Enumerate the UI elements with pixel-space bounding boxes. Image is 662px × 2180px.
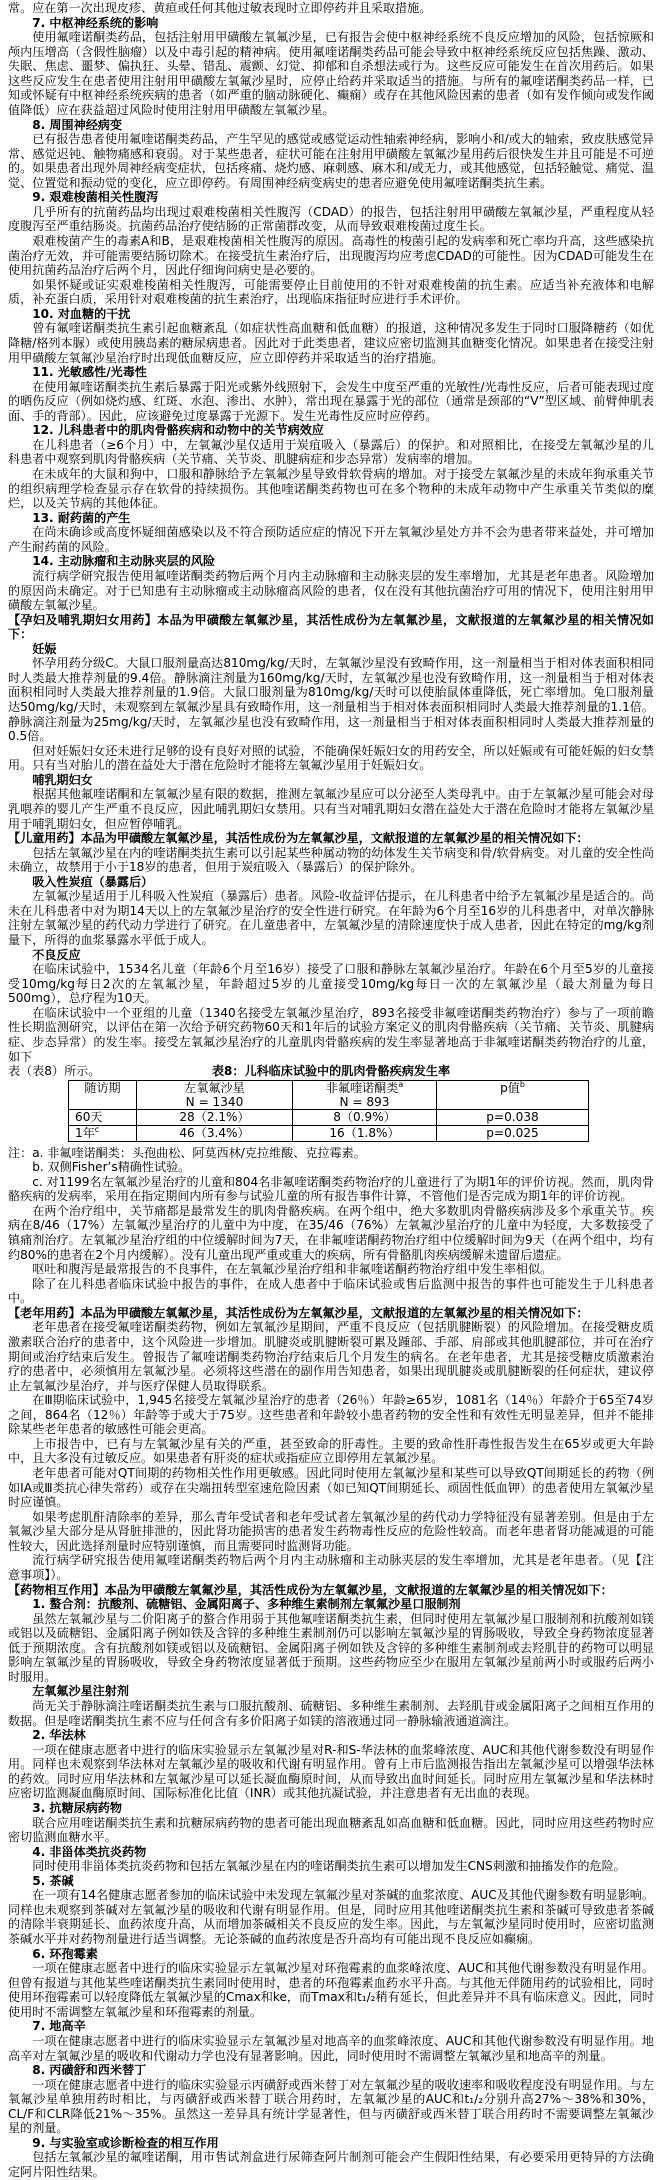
table-note: c. 对1199名左氧氟沙星治疗的儿童和804名非氟喹诺酮类药物治疗的儿童进行了为期1年的评价访视。然而，肌肉骨骼疾病的发病率，采用在指定期间内所有参与试验儿童的所有报告事件计算，不管他们是否完成为期1年的评价访视。	[8, 1174, 654, 1204]
paragraph: 包括左氧氟沙星的氟喹诺酮，用市售试剂盒进行尿筛查阿片制剂可能会产生假阳性结果，有必要采用更特异的方法确定阿片阳性结果。	[8, 2150, 654, 2179]
sub-heading: 妊娠	[32, 641, 57, 656]
paragraph: 一项在健康志愿者中进行的临床实验显示左氧氟沙星对地高辛的血浆峰浓度、AUC和其他代谢参数没有明显作用。地高辛对左氧氟沙星的吸收和代谢动力学也没有显著影响。因此，同时使用时不需调整左氧氟沙星和地高辛的剂量。	[8, 2033, 654, 2063]
section-heading: 12. 儿科患者中的肌肉骨骼疾病和动物中的关节病效应	[32, 423, 324, 438]
table-header-cell: p值$^b$	[437, 1080, 589, 1109]
table-cell: 8（0.9%）	[293, 1109, 437, 1125]
paragraph: 如果考虑肌酐清除率的差异，那么青年受试者和老年受试者左氧氟沙星的药代动力学特征没有显著差别。但是由于左氧氟沙星大部分是从肾脏排泄的，因此肾功能损害的患者发生药物毒性反应的危险性较高。而老年患者肾功能减退的可能性较大，因此选择剂量时应特别谨慎，而且需要同时监测肾功能。	[8, 1509, 654, 1553]
table-header-cell: 非氟喹诺酮类$^a$ N = 893	[293, 1080, 437, 1109]
section-heading: 9. 艰难梭菌相关性腹泻	[32, 190, 159, 205]
table-cell: 1年$^c$	[69, 1125, 137, 1141]
section-heading: 11. 光敏感性/光毒性	[32, 365, 147, 380]
paragraph: 在临床试验中一个亚组的儿童（1340名接受左氧氟沙星治疗，893名接受非氟喹诺酮类药物治疗）参与了一项前瞻性长期监测研究，以评估在第一次给予研究药物60天和1年后的试验方案定义的肌肉骨骼疾病（关节痛、关节炎、肌腱病症、步态异常）的发生率。接受左氧氟沙星治疗的儿童肌肉骨骼疾病的发生率显著地高于非氟喹诺酮类药物治疗的儿童，如下	[8, 1005, 654, 1064]
paragraph: 虽然左氧氟沙星与二价阳离子的螯合作用弱于其他氟喹诺酮类抗生素，但同时使用左氧氟沙星口服制剂和抗酸剂如镁或铝以及硫糖铝、金属阳离子例如铁及含锌的多种维生素制剂仍可以影响左氧氟沙星的胃肠吸收，导致全身药物浓度显著低于预期浓度。含有抗酸剂如镁或铝以及硫糖铝、金属阳离子例如铁及含锌的多种维生素制剂或去羟肌苷的药物可以明显影响左氧氟沙星的胃肠吸收，导致全身药物浓度显著低于预期。这些药物应至少在服用左氧氟沙星前两小时或服药后两小时服用。	[8, 1611, 654, 1684]
paragraph: 在儿科患者（≥6个月）中，左氧氟沙星仅适用于炭疽吸入（暴露后）的保护。和对照相比，在接受左氧氟沙星的儿科患者中观察到肌肉骨骼疾病（关节痛、关节炎、肌腱病症和步态异常）发病率的增加。	[8, 437, 654, 467]
paragraph-continued: 常。应在第一次出现皮疹、黄疸或任何其他过敏表现时立即停药并且采取措施。	[8, 1, 432, 15]
paragraph: 同时使用非甾体类抗炎药物和包括左氧氟沙星在内的喹诺酮类抗生素可以增加发生CNS刺激和抽搐发作的危险。	[32, 1859, 626, 1874]
section-heading: 3. 抗糖尿病药物	[32, 1800, 122, 1815]
table-header-cell: 随访期	[69, 1080, 137, 1109]
paragraph-tail: 表（表8）所示。	[8, 1064, 101, 1079]
bracket-heading: 【儿童用药】本品为甲磺酸左氧氟沙星，其活性成份为左氧氟沙星，文献报道的左氧氟沙星的相关情况如下：	[8, 831, 589, 846]
section-heading: 8. 丙磺舒和西米替丁	[32, 2063, 147, 2078]
paragraph: 上市报告中，已有与左氧氟沙星有关的严重，甚至致命的肝毒性。主要的致命性肝毒性报告发生在65岁或更大年龄中，且大多没有过敏反应。如果患者有肝炎的症状或指症应立即停用左氧氟沙星。	[8, 1436, 654, 1466]
paragraph: 一项在健康志愿者中进行的临床实验显示丙磺舒或西米替丁对左氧氟沙星的吸收速率和吸收程度没有明显作用。与左氧氟沙星单独用药时相比，与丙磺舒或西米替丁联合用药时，左氧氟沙星的AUC和t₁/₂分别升高27%～38%和30%，CL/F和CLR降低21%～35%。虽然这一差异具有统计学显著性，但与丙磺舒或西米替丁联合用药时不需要调整左氧氟沙星的剂量。	[8, 2077, 654, 2136]
paragraph: 根据其他氟喹诺酮和左氧氟沙星有限的数据，推测左氧氟沙星应可以分泌至人类母乳中。由于左氧氟沙星可能会对母乳喂养的婴儿产生严重不良反应，因此哺乳期妇女禁用。只有当对哺乳期妇女潜在益处大于潜在危险时才能将左氧氟沙星用于哺乳期妇女，但应暂停哺乳。	[8, 787, 654, 831]
paragraph: 联合应用喹诺酮类抗生素和抗糖尿病药物的患者可能出现血糖紊乱如高血糖和低血糖。因此，同时应用这些药物时应密切监测血糖水平。	[8, 1815, 654, 1845]
table-cell: 16（1.8%）	[293, 1125, 437, 1141]
paragraph: 流行病学研究报告使用氟喹诺酮类药物后两个月内主动脉瘤和主动脉夹层的发生率增加，尤其是老年患者。（见【注意事项】）。	[8, 1553, 654, 1582]
paragraph: 但对妊娠妇女还未进行足够的设有良好对照的试验，不能确保妊娠妇女的用药安全，所以妊娠或有可能妊娠的妇女禁用。只有当对胎儿的潜在益处大于潜在危险时才能将左氧氟沙星用于妊娠妇女。	[8, 743, 654, 773]
table-cell: 28（2.1%）	[137, 1109, 293, 1125]
section-heading: 13. 耐药菌的产生	[32, 510, 131, 525]
section-heading: 7. 中枢神经系统的影响	[32, 15, 159, 30]
section-heading: 10. 对血糖的干扰	[32, 306, 131, 321]
paragraph-continued: 注：a. 非氟喹诺酮类：头孢曲松、阿莫西林/克拉维酸、克拉霉素。	[8, 1145, 366, 1160]
table-cell: 60天	[69, 1109, 137, 1125]
paragraph: 老年患者可能对QT间期的药物相关性作用更敏感。因此同时使用左氧氟沙星和某些可以导致QT间期延长的药物（例如IA或Ⅲ类抗心律失常药）或存在尖端扭转型室速危险因素（如已知QT间期延长、顽固性低血钾）的患者使用左氧氟沙星时应谨慎。	[8, 1466, 654, 1510]
table-header-row	[69, 1080, 589, 1109]
paragraph: 在尚未确诊或高度怀疑细菌感染以及不符合预防适应症的情况下开左氧氟沙星处方并不会为患者带来益处，并可增加产生耐药菌的风险。	[8, 525, 654, 554]
table-row	[69, 1125, 589, 1141]
paragraph: 老年患者在接受氟喹诺酮类药物，例如左氧氟沙星期间，严重不良反应（包括肌腱断裂）的风险增加。在接受糖皮质激素联合治疗的患者中，这个风险进一步增加。肌腱炎或肌腱断裂可累及踵部、手部、肩部或其他肌腱部位，并可在治疗期间或治疗结束后发生。曾报告了氟喹诺酮类药物治疗结束后几个月发生的病名。在老年患者，尤其是接受糖皮质激素治疗的患者中，必须慎用左氧氟沙星。必须将这些潜在的副作用告知患者，如果出现肌腱炎或肌腱断裂的任何症状，建议停止左氧氟沙星治疗，并与医疗保健人员取得联系。	[8, 1320, 654, 1393]
bracket-heading: 【药物相互作用】本品为甲磺酸左氧氟沙星，其活性成份为左氧氟沙星，文献报道的左氧氟沙星的相关情况如下：	[8, 1582, 613, 1597]
bracket-heading: 【孕妇及哺乳期妇女用药】本品为甲磺酸左氧氟沙星，其活性成份为左氧氟沙星，文献报道的左氧氟沙星的相关情况如下：	[8, 612, 654, 642]
bracket-heading: 【老年用药】本品为甲磺酸左氧氟沙星，其活性成份为左氧氟沙星，文献报道的左氧氟沙星的相关情况如下：	[8, 1305, 589, 1320]
section-heading: 7. 地高辛	[32, 2019, 86, 2034]
table-caption-line	[8, 1064, 654, 1079]
paragraph: 在一项有14名健康志愿者参加的临床试验中未发现左氧氟沙星对茶碱的血浆浓度、AUC及其他代谢参数有明显影响。同样也未观察到茶碱对左氧氟沙星的吸收和代谢有明显作用。但是，同时应用其他喹诺酮类抗生素和茶碱可导致患者茶碱的清除半衰期延长、血药浓度升高，从而增加茶碱相关不良反应的发生率。因此，与左氧氟沙星同时使用时，应密切监测茶碱水平并对药物剂量进行适当调整。无论茶碱的血药浓度是否升高均有可能出现不良反应如癫痫。	[8, 1888, 654, 1946]
table-title: 表8：儿科临床试验中的肌肉骨骼疾病发生率	[211, 1064, 451, 1079]
sub-heading: 不良反应	[32, 947, 81, 962]
paragraph: 呕吐和腹泻是最常报告的不良事件，在左氧氟沙星治疗组和非氟喹诺酮药物治疗组中发生率相似。	[32, 1262, 553, 1277]
paragraph: 怀孕用药分级C。大鼠口服剂量高达810mg/kg/天时，左氧氟沙星没有致畸作用，这一剂量相当于相对体表面积相同时人类最大推荐剂量的9.4倍。静脉滴注剂量为160mg/kg/天时，左氧氟沙星也没有致畸作用，这一剂量相当于相对体表面积相同时人类最大推荐剂量的1.9倍。大鼠口服剂量为810mg/kg/天时可以使胎鼠体重降低，死亡率增加。兔口服剂量达50mg/kg/天时，未观察到左氧氟沙星具有致畸作用，这一剂量相当于相对体表面积相同时人类最大推荐剂量的1.1倍。静脉滴注剂量为25mg/kg/天时，左氧氟沙星也没有致畸作用，这一剂量相当于相对体表面积相同时人类最大推荐剂量的0.5倍。	[8, 656, 654, 744]
paragraph: 使用氟喹诺酮类药品，包括注射用甲磺酸左氧氟沙星，已有报告会使中枢神经系统不良反应增加的风险，包括惊厥和颅内压增高（含假性脑瘤）以及中毒引起的精神病。使用氟喹诺酮类药品可能会导致中枢神经系统反应包括焦躁、激动、失眠、焦虑、噩梦、偏执狂、头晕、错乱、震颤、幻觉、抑郁和自杀想法或行为。这些反应可能发生在首次用药后。如果这些反应发生在患者使用注射用甲磺酸左氧氟沙星时，应停止给药并采取适当的措施。与所有的氟喹诺酮类药品一样，已知或怀疑有中枢神经系统疾病的患者（如严重的脑动脉硬化、癫痫）或存在其他风险因素的患者（如有发作倾向或发作阈值降低）应在获益超过风险时使用注射用甲磺酸左氧氟沙星。	[8, 30, 654, 117]
table-cell: 46（3.4%）	[137, 1125, 293, 1141]
section-heading: 4. 非甾体类抗炎药物	[32, 1844, 147, 1859]
table-note: b. 双侧Fisher’s精确性试验。	[32, 1160, 191, 1175]
paragraph: 几乎所有的抗菌药品均出现过艰难梭菌相关性腹泻（CDAD）的报告，包括注射用甲磺酸左氧氟沙星，严重程度从轻度腹泻至严重结肠炎。抗菌药品治疗使结肠的正常菌群改变，从而导致艰难梭菌过度生长。	[8, 204, 654, 234]
paragraph: 在使用氟喹诺酮类抗生素后暴露于阳光或紫外线照射下，会发生中度至严重的光敏性/光毒性反应，后者可能表现过度的晒伤反应（例如烧灼感、红斑、水泡、渗出、水肿），常出现在暴露于光的部位（通常是颈部的“V”型区域、前臂伸肌表面、手的背部）。因此，应该避免过度暴露于光源下。发生光毒性反应时应停药。	[8, 379, 654, 423]
section-heading: 14. 主动脉瘤和主动脉夹层的风险	[32, 554, 216, 569]
paragraph: 尚无关于静脉滴注喹诺酮类抗生素与口服抗酸剂、硫糖铝、多种维生素制剂、去羟肌苷或金属阳离子之间相互作用的数据。但是喹诺酮类抗生素不应与任何含有多价阳离子如镁的溶液通过同一静脉输液通道滴注。	[8, 1699, 654, 1728]
section-heading: 2. 华法林	[32, 1728, 86, 1743]
paragraph: 艰难梭菌产生的毒素A和B，是艰难梭菌相关性腹泻的原因。高毒性的梭菌引起的发病率和死亡率均升高，这些感染抗菌治疗无效，并可能需要结肠切除术。在接受抗生素治疗后，出现腹泻均应考虑CDAD的可能性。因为CDAD可能发生在使用抗菌药品治疗后两个月，因此仔细询问病史是必要的。	[8, 234, 654, 278]
sub-heading: 左氧氟沙星注射剂	[32, 1684, 129, 1699]
paragraph: 曾有氟喹诺酮类抗生素引起血糖紊乱（如症状性高血糖和低血糖）的报道，这种情况多发生于同时口服降糖药（如优降糖/格列本脲）或使用胰岛素的糖尿病患者。因此对于此类患者，建议应密切监测其血糖变化情况。如果患者在接受注射用甲磺酸左氧氟沙星治疗时出现低血糖反应，应立即停药并采取适当的治疗措施。	[8, 321, 654, 365]
paragraph: 在临床试验中，1534名儿童（年龄6个月至16岁）接受了口服和静脉左氧氟沙星治疗。年龄在6个月至5岁的儿童接受10mg/kg每日2次的左氧氟沙星，年龄超过5岁的儿童接受10mg/kg每日一次的左氧氟沙星（最大剂量为每日500mg），总疗程为10天。	[8, 962, 654, 1006]
section-heading: 5. 茶碱	[32, 1873, 74, 1888]
section-heading: 6. 环孢霉素	[32, 1946, 98, 1961]
paragraph: 一项在健康志愿者中进行的临床实验显示左氧氟沙星对环孢霉素的血浆峰浓度、AUC和其他代谢参数没有明显作用。但曾有报道与其他某些喹诺酮类抗生素同时使用时，患者的环孢霉素血药水平升高。与其他无伴随用药的试验相比，同时使用环孢霉素可以轻度降低左氧氟沙星的Cmax和ke，而Tmax和t₁/₂稍有延长，但此差异并不具有临床意义。因此，同时使用时不需调整左氧氟沙星和环孢霉素的剂量。	[8, 1961, 654, 2019]
paragraph: 一项在健康志愿者中进行的临床实验显示左氧氟沙星对R-和S-华法林的血浆峰浓度、AUC和其他代谢参数没有明显作用。同样也未观察到华法林对左氧氟沙星的吸收和代谢有明显作用。曾有上市后监测报告指出左氧氟沙星可以增强华法林的药效。同时应用华法林和左氧氟沙星可以延长凝血酶原时间，从而导致出血时间延长。同时应用左氧氟沙星和华法林时应密切监测凝血酶原时间、国际标准化比值（INR）或其他抗凝试验，并注意患者有无出血的表现。	[8, 1742, 654, 1801]
paragraph: 在两个治疗组中，关节痛都是最常发生的肌肉骨骼疾病。在两个组中，绝大多数肌肉骨骼疾病涉及多个承重关节。疾病在8/46（17%）左氧氟沙星治疗的儿童中为中度，在35/46（76%）左氧氟沙星治疗的儿童中为轻度，大多数接受了镇痛剂治疗。左氧氟沙星治疗组的中位缓解时间为7天，在非氟喹诺酮药物治疗组中位缓解时间为9天（在两个组中，均有约80%的患者在2个月内缓解）。没有儿童出现严重或重大的疾病，所有骨骼肌肉疾病缓解未遗留后遗症。	[8, 1203, 654, 1262]
section-heading: 1. 螯合剂：抗酸剂、硫糖铝、金属阳离子、多种维生素制剂左氧氟沙星口服制剂	[32, 1597, 461, 1612]
table-cell: p=0.025	[437, 1125, 589, 1141]
paragraph: 在Ⅲ期临床试验中，1,945名接受左氧氟沙星治疗的患者（26％）年龄≥65岁，1081名（14％）年龄介于65至74岁之间，864名（12％）年龄等于或大于75岁。这些患者和年龄较小患者药物的安全性和有效性无明显差异，但并不能排除某些老年患者的敏感性可能会更高。	[8, 1393, 654, 1437]
musculoskeletal-incidence-table	[68, 1080, 589, 1142]
table-header-cell: 左氧氟沙星 N = 1340	[137, 1080, 293, 1109]
paragraph: 左氧氟沙星适用于儿科吸入性炭疽（暴露后）患者。风险-收益评估提示，在儿科患者中给予左氧氟沙星是适合的。尚未在儿科患者中对为期14天以上的左氧氟沙星治疗的安全性进行研究。在年龄为6个月至16岁的儿科患者中，对单次静脉注射左氧氟沙星的药代动力学进行了研究。在儿童患者中，左氧氟沙星的清除速度快于成人患者，因此在特定的mg/kg剂量下，所得的血浆暴露水平低于成人。	[8, 889, 654, 947]
table-cell: p=0.038	[437, 1109, 589, 1125]
paragraph: 包括左氧氟沙星在内的喹诺酮类抗生素可以引起某些种属动物的幼体发生关节病变和骨/软骨病变。对儿童的安全性尚未确立，故禁用于小于18岁的患者，但用于炭疽吸入（暴露后）的保护除外。	[8, 845, 654, 875]
section-heading: 8. 周围神经病变	[32, 117, 122, 132]
paragraph: 流行病学研究报告使用氟喹诺酮类药物后两个月内主动脉瘤和主动脉夹层的发生率增加，尤其是老年患者。风险增加的原因尚未确定。对于已知患有主动脉瘤或主动脉瘤高风险的患者，仅在没有其他抗菌治疗可用的情况下，使用注射用甲磺酸左氧氟沙星。	[8, 568, 654, 613]
paragraph: 在未成年的大鼠和狗中，口服和静脉给予左氧氟沙星导致骨软骨病的增加。对于接受左氧氟沙星的未成年狗承重关节的组织病理学检查显示存在软骨的持续损伤。其他喹诺酮类药物也可在多个物种的未成年动物中产生承重关节类似的糜烂，以及关节病的其他体征。	[8, 467, 654, 511]
sub-heading: 吸入性炭疽（暴露后）	[32, 874, 154, 889]
paragraph: 已有报告患者使用氟喹诺酮类药品，产生罕见的感觉或感觉运动性轴索神经病，影响小和/或大的轴索，致皮肤感觉异常、感觉迟钝、触物痛感和衰弱。对于某些患者，症状可能在注射用甲磺酸左氧氟沙星用药后很快发生并且可能是不可逆的。如果患者出现外周神经病变症状，包括疼痛、烧灼感、麻刺感、麻木和/或无力，或其他感觉，包括轻触觉、痛觉、温觉、位置觉和振动觉的变化，应立即停药。有周围神经病变病史的患者应避免使用氟喹诺酮类抗生素。	[8, 132, 654, 190]
paragraph: 除了在儿科患者临床试验中报告的事件，在成人患者中于临床试验或售后监测中报告的事件也可能发生于儿科患者中。	[8, 1276, 654, 1306]
section-heading: 9. 与实验室或诊断检查的相互作用	[32, 2135, 219, 2150]
sub-heading: 哺乳期妇女	[32, 772, 93, 787]
table-row	[69, 1109, 589, 1125]
paragraph: 如果怀疑或证实艰难梭菌相关性腹泻，可能需要停止目前使用的不针对艰难梭菌的抗生素。应适当补充液体和电解质，补充蛋白质，采用针对艰难梭菌的抗生素治疗，出现临床指征时应进行手术评价。	[8, 277, 654, 307]
